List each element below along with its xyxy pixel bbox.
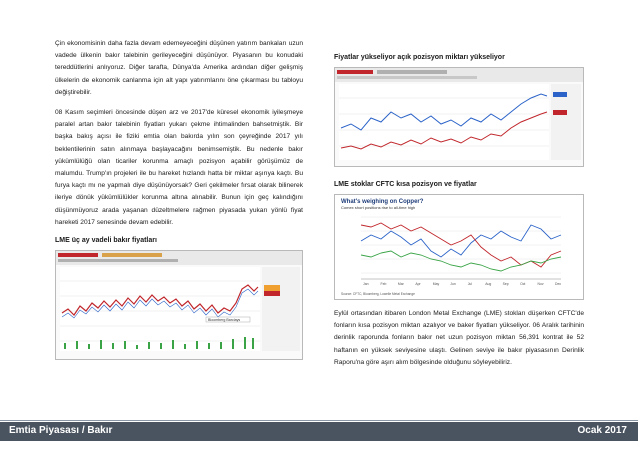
page-footer — [0, 422, 638, 441]
open-interest-chart-graphic — [335, 68, 583, 166]
open-interest-marker — [553, 110, 567, 115]
month-tick-label: Mar — [397, 282, 404, 286]
month-tick-label: Sep — [502, 282, 509, 286]
chart2-source: Source: CFTC, Bloomberg, Lowelle Metal Exchange — [341, 292, 415, 296]
chart-annotation: Bloomberg Barclays — [208, 318, 241, 323]
chart2-subtitle: Comex short positions rise to all-time high — [341, 205, 416, 210]
footer-section-title: Emtia Piyasası / Bakır — [9, 425, 113, 436]
price-marker — [264, 291, 280, 296]
left-column — [55, 38, 303, 360]
right-column — [334, 38, 584, 377]
chart-caption-lme-stocks: LME stoklar CFTC kısa pozisyon ve fiyatlar — [334, 181, 477, 188]
lme-copper-price-chart — [55, 250, 303, 360]
month-tick-label: May — [432, 282, 440, 286]
month-tick-label: Nov — [537, 282, 544, 286]
lme-price-chart-graphic — [56, 251, 302, 359]
chart-caption-open-interest: Fiyatlar yükseliyor açık pozisyon miktarı yükseliyor — [334, 54, 505, 61]
lme-stocks-cftc-chart — [334, 194, 584, 300]
chart2-title: What's weighing on Copper? — [341, 199, 424, 205]
paragraph-china-demand: Çin ekonomisinin daha fazla devam edemeyeceğini düşünen yatırım bankaları uzun vadede ülkenin bakır talebinin gerileyeceğini düşünüyor. Piyasanın bu konudaki tereddütlerini anlıyoruz. Diğer tarafta, Dünya'da Amerika ardından diğer gelişmiş ülkelerin de ekonomik canlanma için alt yapı yatırımlarını öne çıkarması bu tabloyu değiştirebilir. — [55, 40, 303, 96]
paragraph-lme-stocks: Eylül ortasından itibaren London Metal Exchange (LME) stokları düşerken CFTC'de fonların kısa pozisyon miktarı azalıyor ve baker fiyatları yükseliyor. 06 Aralık tarihinin derinlik raporunda fonların bakır net uzun pozisyon miktarı 56,391 kontrat ile 52 haftanın en yüksek seviyesine ulaştı. Gelinen seviye ile bakır piyasasının Derinlik Raporu'na göre aşırı alım bölgesinde olduğunu söyleyebiliriz. — [334, 310, 584, 366]
chart-caption-lme-prices: LME üç ay vadeli bakır fiyatları — [55, 237, 157, 245]
chart-toolbar-row — [337, 76, 477, 79]
month-tick-label: Jun — [450, 282, 456, 286]
month-tick-label: Dec — [555, 282, 562, 286]
chart-toolbar-tab — [377, 70, 447, 74]
chart-background — [335, 195, 583, 299]
month-tick-label: Oct — [520, 282, 526, 286]
chart-toolbar-tab — [58, 253, 98, 257]
open-interest-chart — [334, 67, 584, 167]
chart-toolbar-tab — [337, 70, 373, 74]
chart-toolbar-tab — [102, 253, 162, 257]
paragraph-election-outlook: 08 Kasım seçimleri öncesinde düşen arz ve 2017'de küresel ekonomik iyileşmeye paralel artan bakır talebinin fiyatları yukarı çekme ihtimalinden bahsetmiştik. Bir başka bakış açısı ile fiziki emtia olan bakırda yılın son çeyreğinde 2017 yılı beklentilerinin satın alınmaya başlayacağını benimsemiştik. Bu nedenle bakır yükümlülüğü olan ticariler korunma amaçlı pozisyon açabilir görüşümüz de malumdu. Trump'ın projeleri ile bu hareket hızlandı hatta bir miktar aşırıya kaçtı. Bu furya kaçtı mı ne yapmalı diye düşünüyorsak? Geri çekilmeler fırsat olarak bilinerek ileriye dönük yükümlülükler korunma altına alınabilir. Bunun için geç kalındığını düşünmüyoruz arada yaşanan düzeltmelere rağmen piyasada yukarı yönlü fiyat hareketi 2017 senesinde devam edebilir. — [55, 109, 303, 226]
chart-plot-area — [339, 84, 549, 160]
price-marker — [553, 92, 567, 97]
month-tick-label: Jul — [467, 282, 473, 286]
month-tick-label: Aug — [485, 282, 492, 286]
month-tick-label: Apr — [415, 282, 421, 286]
footer-divider — [0, 420, 638, 421]
last-price-marker — [264, 285, 280, 291]
month-tick-label: Feb — [380, 282, 387, 286]
lme-stocks-chart-graphic — [335, 195, 583, 299]
chart-price-axis — [262, 267, 300, 351]
month-tick-label: Jan — [363, 282, 369, 286]
chart-toolbar-row — [58, 259, 178, 262]
footer-date: Ocak 2017 — [577, 425, 627, 436]
